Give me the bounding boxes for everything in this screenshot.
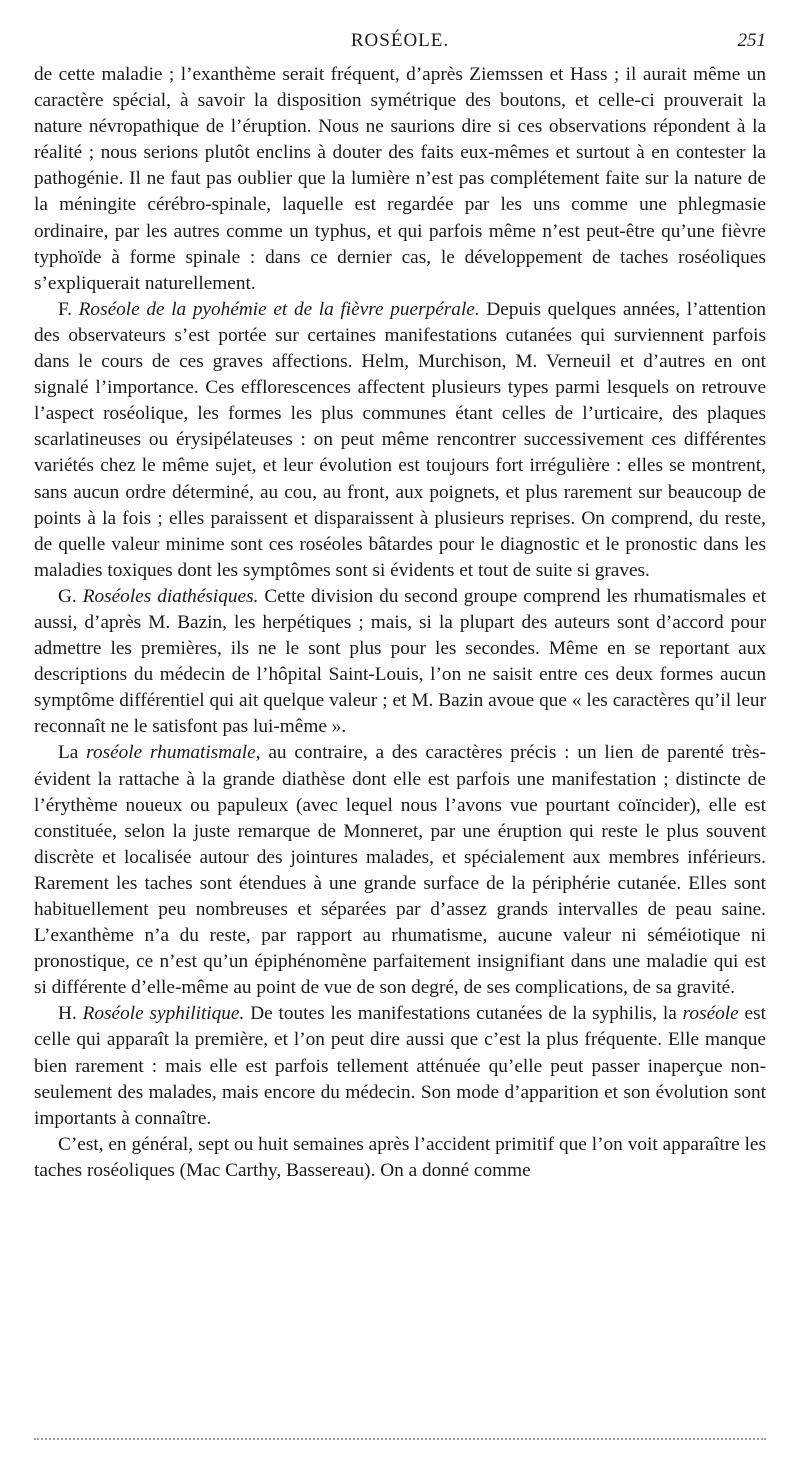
paragraph-final [34, 1132, 766, 1184]
paragraph-text: C’est, en général, sept ou huit semaines après l’accident primitif que l’on voit apparaître les taches roséoliques (Mac Carthy, Bassereau). On a donné comme [34, 1133, 766, 1181]
paragraph-section-g [34, 584, 766, 741]
paragraph-text: De toutes les manifestations cutanées de la syphilis, la [244, 1003, 683, 1025]
paragraph-text: Depuis quelques années, l’attention des observateurs s’est portée sur certaines manifestations cutanées qui surviennent parfois dans le cours de ces graves affections. Helm, Murchison, M. Verneuil et d’autres en ont signalé l’importance. Ces efflorescences affectent plusieurs types parmi lesquels on retrouve l’aspect roséolique, les formes les plus communes étant celles de l’urticaire, des plaques scarlatineuses ou érysipélateuses : on peut même rencontrer successivement ces différentes variétés chez le même sujet, et leur évolution est toujours fort irrégulière : elles se montrent, sans aucun ordre déterminé, au cou, au front, aux poignets, et plus rarement sur beaucoup de points à la fois ; elles paraissent et disparaissent à plusieurs reprises. On comprend, du reste, de quelle valeur minime sont ces roséoles bâtardes pour le diagnostic et le pronostic dans les maladies toxiques dont les symptômes sont si évidents et tout de suite si graves. [34, 298, 766, 581]
section-letter: H. [58, 1003, 83, 1025]
section-letter: G. [58, 585, 83, 607]
section-heading: Roséole syphilitique. [82, 1003, 245, 1025]
running-title: ROSÉOLE. [350, 30, 450, 51]
footer-dotted-rule [34, 1438, 766, 1440]
paragraph-text: est celle qui apparaît la première, et l’on peut dire aussi que c’est la plus fréquente. Elle manque bien rarement : mais elle est parfois tellement atténuée qu’elle peut passer inaperçue non-seulement des malades, mais encore du médecin. Son mode d’apparition et son évolution sont importants à connaître. [34, 1003, 766, 1129]
page-number: 251 [737, 30, 766, 51]
paragraph-text: de cette maladie ; l’exanthème serait fréquent, d’après Ziemssen et Hass ; il aurait même un caractère spécial, à savoir la disposition symétrique des boutons, et celle-ci prouverait la nature névropathique de l’éruption. Nous ne saurions dire si ces observations répondent à la réalité ; nous serions plutôt enclins à douter des faits eux-mêmes et surtout à en contester la pathogénie. Il ne faut pas oublier que la lumière n’est pas complétement faite sur la nature de la méningite cérébro-spinale, laquelle est regardée par les uns comme une phlegmasie ordinaire, par les autres comme un typhus, et qui parfois même n’est peut-être qu’une fièvre typhoïde à forme spinale : dans ce dernier cas, le développement de taches roséoliques s’expliquerait naturellement. [34, 64, 766, 294]
paragraph-text: , au contraire, a des caractères précis : un lien de parenté très-évident la rattache à la grande diathèse dont elle est parfois une manifestation ; distincte de l’érythème noueux ou papuleux (avec lequel nous l’avons vue pourtant coïncider), elle est constituée, selon la juste remarque de Monneret, par une éruption qui reste le plus souvent discrète et localisée autour des jointures malades, et spécialement aux membres inférieurs. Rarement les taches sont étendues à une grande surface de la périphérie cutanée. Elles sont habituellement peu nombreuses et séparées par d’assez grands intervalles de peau saine. L’exanthème n’a du reste, par rapport au rhumatisme, aucune valeur ni séméiotique ni pronostique, ce n’est qu’un épiphénomène parfaitement insignifiant dans une maladie qui est si différente d’elle-même au point de vue de son degré, de ses complications, de sa gravité. [34, 742, 766, 999]
italic-term: roséole [682, 1003, 739, 1025]
body-text [34, 62, 766, 1184]
paragraph-text: Cette division du second groupe comprend les rhumatismales et aussi, d’après M. Bazin, les herpétiques ; mais, si la plupart des auteurs sont d’accord pour admettre les premières, ils ne le sont plus pour les secondes. Même en se reportant aux descriptions du médecin de l’hôpital Saint-Louis, l’on ne saisit entre ces deux formes aucun symptôme différentiel qui ait quelque valeur ; et M. Bazin avoue que « les caractères qu’il leur reconnaît ne le satisfont pas lui-même ». [34, 585, 766, 738]
paragraph-section-f [34, 297, 766, 584]
section-heading: Roséoles diathésiques. [82, 585, 259, 607]
section-letter: F. [58, 298, 79, 320]
paragraph-section-h [34, 1001, 766, 1131]
paragraph-continuation [34, 62, 766, 297]
document-page [34, 22, 766, 1184]
italic-term: roséole rhumatismale [86, 742, 256, 764]
running-header [34, 22, 766, 62]
paragraph-text: La [58, 742, 87, 764]
section-heading: Roséole de la pyohémie et de la fièvre puerpérale. [78, 298, 480, 320]
paragraph-roseole-rhumatismale [34, 740, 766, 1001]
